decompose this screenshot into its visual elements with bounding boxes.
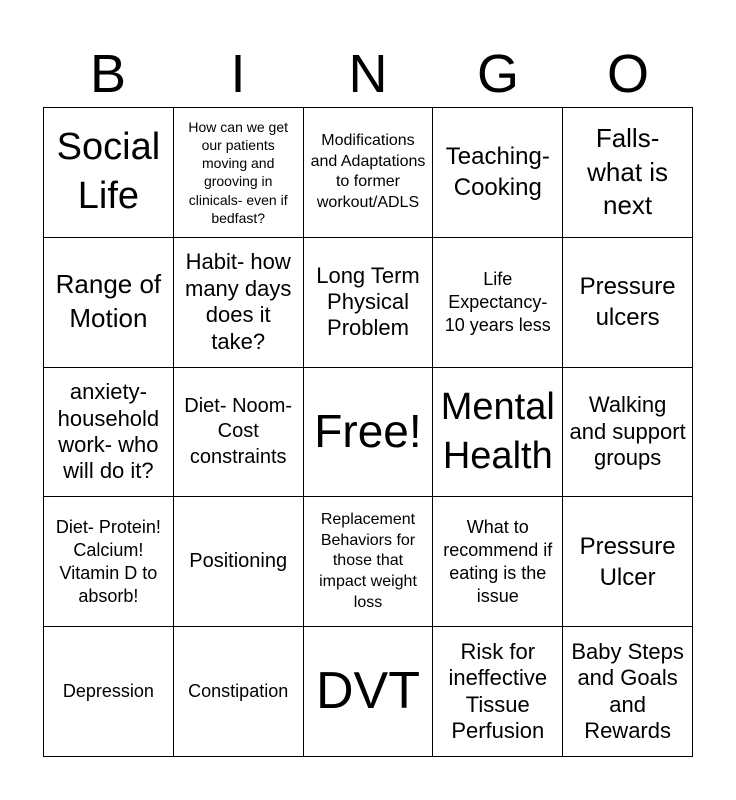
cell-text: Social Life [56, 126, 161, 218]
header-letter-n: N [348, 44, 388, 104]
cell-text: What to recommend if eating is the issue [443, 516, 553, 606]
bingo-cell[interactable] [174, 368, 304, 498]
cell-text: Walking and support groups [569, 392, 686, 471]
bingo-cell[interactable] [304, 238, 434, 368]
cell-text: Long Term Physical Problem [316, 262, 420, 341]
cell-text: Risk for ineffective Tissue Perfusion [448, 638, 548, 743]
cell-text: Modifications and Adaptations to former workout/ADLS [310, 131, 426, 212]
cell-text: Teaching- Cooking [445, 143, 550, 202]
bingo-cell[interactable] [563, 368, 693, 498]
bingo-cell[interactable] [174, 497, 304, 627]
cell-text: anxiety- household work- who will do it? [57, 379, 160, 484]
bingo-header [43, 40, 693, 108]
bingo-cell[interactable] [304, 497, 434, 627]
cell-text: Diet- Protein! Calcium! Vitamin D to absorb! [55, 516, 161, 606]
bingo-cell-free[interactable] [304, 368, 434, 498]
cell-text: Depression [62, 681, 154, 702]
cell-text: Constipation [188, 681, 289, 702]
cell-text: Positioning [189, 549, 288, 572]
header-letter-b: B [89, 44, 127, 104]
cell-text: DVT [315, 662, 420, 721]
bingo-cell[interactable] [433, 627, 563, 757]
cell-text: Mental Health [440, 385, 555, 477]
bingo-cell[interactable] [174, 627, 304, 757]
bingo-cell[interactable] [304, 627, 434, 757]
cell-text: Habit- how many days does it take? [185, 249, 292, 354]
cell-text: Range of Motion [55, 269, 162, 334]
cell-text: Pressure Ulcer [579, 532, 676, 591]
bingo-cell[interactable] [174, 238, 304, 368]
cell-text: Replacement Behaviors for those that impact weight loss [319, 510, 417, 611]
bingo-board [43, 107, 693, 757]
bingo-cell[interactable] [563, 497, 693, 627]
bingo-cell[interactable] [44, 108, 174, 238]
cell-text: How can we get our patients moving and grooving in clinicals- even if bedfast? [188, 118, 288, 226]
bingo-cell[interactable] [44, 627, 174, 757]
bingo-cell[interactable] [563, 108, 693, 238]
header-letter-g: G [476, 44, 519, 104]
cell-text: Baby Steps and Goals and Rewards [571, 638, 684, 743]
cell-text: Falls- what is next [587, 122, 669, 221]
cell-text: Pressure ulcers [579, 273, 676, 332]
header-letter-i: I [230, 44, 246, 104]
bingo-cell[interactable] [433, 368, 563, 498]
bingo-cell[interactable] [563, 238, 693, 368]
cell-text: Diet- Noom- Cost constraints [184, 394, 293, 468]
bingo-cell[interactable] [304, 108, 434, 238]
header-letter-o: O [606, 44, 649, 104]
cell-text: Life Expectancy- 10 years less [444, 268, 551, 335]
bingo-cell[interactable] [433, 108, 563, 238]
bingo-cell[interactable] [174, 108, 304, 238]
bingo-cell[interactable] [44, 238, 174, 368]
bingo-cell[interactable] [433, 238, 563, 368]
bingo-cell[interactable] [563, 627, 693, 757]
cell-text: Free! [314, 405, 422, 458]
bingo-cell[interactable] [44, 368, 174, 498]
bingo-cell[interactable] [44, 497, 174, 627]
bingo-cell[interactable] [433, 497, 563, 627]
